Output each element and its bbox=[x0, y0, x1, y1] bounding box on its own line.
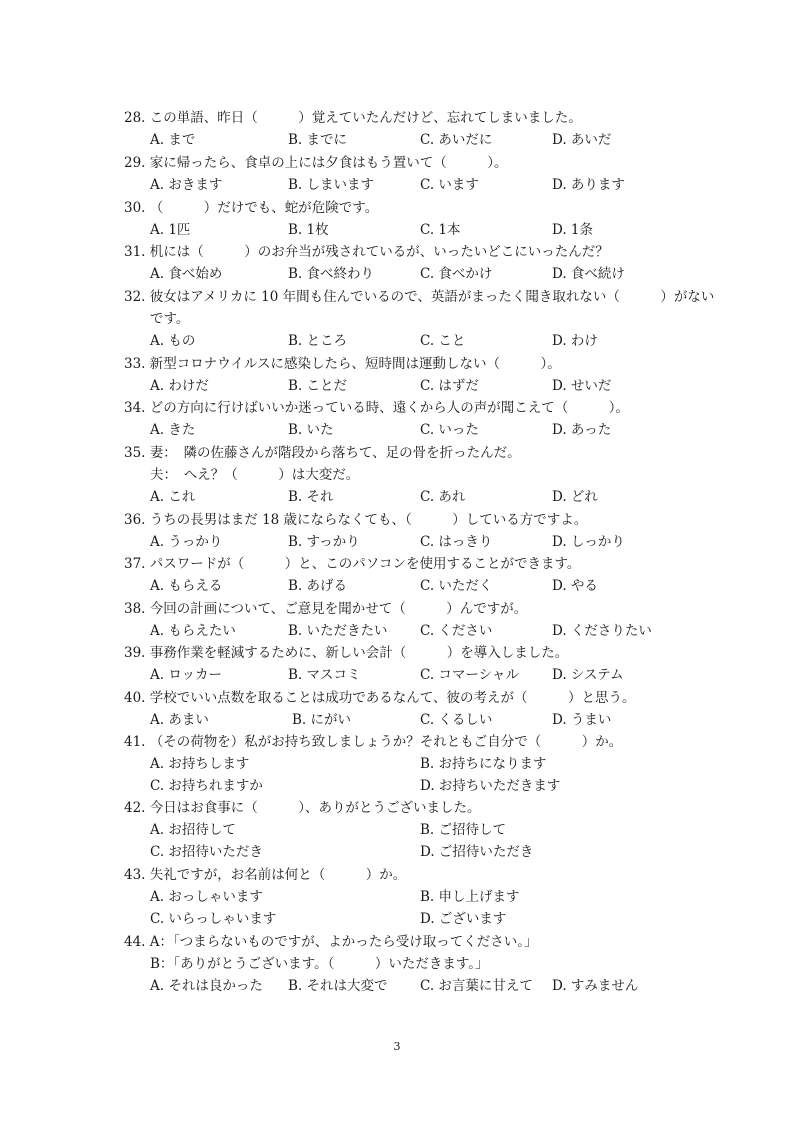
question-41 bbox=[124, 733, 622, 751]
question-text: 事務作業を軽減するために、新しい会計（ ）を導入しました。 bbox=[149, 645, 569, 661]
option-d: D. 1条 bbox=[552, 222, 594, 238]
option-d: D. すみません bbox=[552, 978, 639, 994]
option-d: D. くださりたい bbox=[552, 623, 652, 639]
question-number: 34. bbox=[124, 400, 146, 416]
question-35 bbox=[124, 444, 521, 462]
question-text: 失礼ですが，お名前は何と（ ）か。 bbox=[149, 867, 407, 883]
question-39 bbox=[124, 644, 568, 662]
question-text-continued: です。 bbox=[150, 311, 190, 327]
option-a: A. あまい bbox=[150, 712, 209, 728]
option-c: C. いただく bbox=[420, 578, 493, 594]
question-number: 41. bbox=[124, 734, 146, 750]
question-text: この単語、昨日（ ）覚えていたんだけど、忘れてしまいました。 bbox=[149, 110, 582, 126]
option-c: C. 食べかけ bbox=[420, 266, 493, 282]
option-b: B. ことだ bbox=[288, 378, 348, 394]
question-text: 学校でいい点数を取ることは成功であるなんて、彼の考えが（ ）と思う。 bbox=[149, 690, 636, 706]
question-36 bbox=[124, 511, 587, 529]
option-a: A. これ bbox=[150, 489, 196, 505]
question-text: パスワードが（ ）と、このパソコンを使用することができます。 bbox=[149, 556, 581, 572]
question-text: （ ）だけでも、蛇が危険です。 bbox=[149, 200, 379, 216]
question-text-continued: 夫： へえ？（ ）は大変だ。 bbox=[150, 467, 360, 483]
question-number: 38. bbox=[124, 601, 146, 617]
question-text: 妻： 隣の佐藤さんが階段から落ちて、足の骨を折ったんだ。 bbox=[149, 445, 521, 461]
question-37 bbox=[124, 555, 580, 573]
question-number: 42. bbox=[124, 800, 146, 816]
question-text: 彼女はアメリカに 10 年間も住んでいるので、英語がまったく聞き取れない（ ）がない bbox=[149, 289, 715, 305]
question-text: 新型コロナウイルスに感染したら、短時間は運動しない（ ）。 bbox=[149, 356, 561, 372]
question-text: 家に帰ったら、食卓の上には夕食はもう置いて（ ）。 bbox=[149, 155, 508, 171]
option-a: A. 1匹 bbox=[150, 222, 191, 238]
option-b: B. マスコミ bbox=[288, 667, 361, 683]
question-30 bbox=[124, 199, 378, 217]
question-43 bbox=[124, 866, 406, 884]
option-c: C. こと bbox=[420, 333, 466, 349]
question-number: 33. bbox=[124, 356, 146, 372]
question-number: 40. bbox=[124, 690, 146, 706]
option-d: D. システム bbox=[552, 667, 624, 683]
question-text: 机には（ ）のお弁当が残されているが、いったいどこにいったんだ？ bbox=[149, 244, 609, 260]
option-c: C. コマーシャル bbox=[420, 667, 519, 683]
option-b: B. ところ bbox=[288, 333, 348, 349]
option-d: D. あいだ bbox=[552, 132, 612, 148]
option-d: D. わけ bbox=[552, 333, 598, 349]
option-c: C. はずだ bbox=[420, 378, 479, 394]
option-b: B. いた bbox=[288, 422, 334, 438]
option-d: D. しっかり bbox=[552, 534, 625, 550]
option-b: B. 1枚 bbox=[288, 222, 329, 238]
option-a: A. お招待して bbox=[150, 822, 236, 838]
question-text: （その荷物を）私がお持ち致しましょうか？それともご自分で（ ）か。 bbox=[149, 734, 623, 750]
question-number: 28. bbox=[124, 110, 146, 126]
option-a: A. お持ちします bbox=[150, 756, 250, 772]
question-number: 43. bbox=[124, 867, 146, 883]
option-a: A. 食べ始め bbox=[150, 266, 223, 282]
option-d: D. ございます bbox=[420, 911, 507, 927]
option-c: C. 1本 bbox=[420, 222, 461, 238]
question-32 bbox=[124, 288, 714, 306]
option-d: D. せいだ bbox=[552, 378, 612, 394]
question-40 bbox=[124, 689, 636, 707]
option-c: C. くるしい bbox=[420, 712, 493, 728]
option-a: A. ロッカー bbox=[150, 667, 223, 683]
option-c: C. お言葉に甘えて bbox=[420, 978, 533, 994]
question-33 bbox=[124, 355, 561, 373]
option-a: A. もらえる bbox=[150, 578, 223, 594]
option-d: D. お持ちいただきます bbox=[420, 778, 561, 794]
question-text: 今回の計画について、ご意見を聞かせて（ ）んですが。 bbox=[149, 601, 528, 617]
option-a: A. それは良かった bbox=[150, 978, 263, 994]
question-number: 35. bbox=[124, 445, 146, 461]
page-number: 3 bbox=[393, 1040, 401, 1053]
option-b: B. あげる bbox=[288, 578, 348, 594]
option-c: C. お持ちれますか bbox=[150, 778, 263, 794]
option-b: B. 食べ終わり bbox=[288, 266, 375, 282]
option-d: D. あります bbox=[552, 177, 625, 193]
option-b: B. までに bbox=[288, 132, 348, 148]
option-d: D. やる bbox=[552, 578, 598, 594]
option-c: C. ください bbox=[420, 623, 493, 639]
question-number: 32. bbox=[124, 289, 146, 305]
question-31 bbox=[124, 243, 609, 261]
option-a: A. まで bbox=[150, 132, 196, 148]
option-b: B. 申し上げます bbox=[420, 889, 520, 905]
option-b: B. にがい bbox=[292, 712, 352, 728]
question-number: 44. bbox=[124, 934, 146, 950]
option-b: B. ご招待して bbox=[420, 822, 507, 838]
option-c: C. いらっしゃいます bbox=[150, 911, 277, 927]
question-29 bbox=[124, 154, 508, 172]
option-a: A. もの bbox=[150, 333, 196, 349]
option-c: C. あいだに bbox=[420, 132, 493, 148]
question-number: 36. bbox=[124, 512, 146, 528]
option-d: D. あった bbox=[552, 422, 612, 438]
option-a: A. わけだ bbox=[150, 378, 209, 394]
question-44 bbox=[124, 933, 538, 951]
option-b: B. それは大変で bbox=[288, 978, 388, 994]
question-number: 39. bbox=[124, 645, 146, 661]
question-28 bbox=[124, 109, 582, 127]
option-b: B. それ bbox=[288, 489, 334, 505]
option-a: A. おきます bbox=[150, 177, 223, 193]
option-a: A. もらえたい bbox=[150, 623, 236, 639]
question-number: 31. bbox=[124, 244, 146, 260]
question-38 bbox=[124, 600, 527, 618]
question-text: うちの長男はまだ 18 歳にならなくても、（ ）している方ですよ。 bbox=[149, 512, 588, 528]
option-b: B. しまいます bbox=[288, 177, 375, 193]
question-text-continued: B：「ありがとうございます。（ ）いただきます。」 bbox=[150, 956, 489, 972]
option-a: A. きた bbox=[150, 422, 196, 438]
question-42 bbox=[124, 799, 481, 817]
option-d: D. 食べ続け bbox=[552, 266, 625, 282]
option-b: B. すっかり bbox=[288, 534, 360, 550]
option-d: D. うまい bbox=[552, 712, 612, 728]
question-text: A：「つまらないものですが、よかったら受け取ってください。」 bbox=[149, 934, 538, 950]
option-a: A. おっしゃいます bbox=[150, 889, 263, 905]
option-c: C. います bbox=[420, 177, 479, 193]
option-d: D. ご招待いただき bbox=[420, 844, 534, 860]
question-34 bbox=[124, 399, 629, 417]
question-number: 37. bbox=[124, 556, 146, 572]
option-c: C. あれ bbox=[420, 489, 466, 505]
question-number: 29. bbox=[124, 155, 146, 171]
option-b: B. お持ちになります bbox=[420, 756, 547, 772]
question-text: どの方向に行けばいいか迷っている時、遠くから人の声が聞こえて（ ）。 bbox=[149, 400, 630, 416]
option-d: D. どれ bbox=[552, 489, 598, 505]
question-text: 今日はお食事に（ ）、ありがとうございました。 bbox=[149, 800, 481, 816]
question-number: 30. bbox=[124, 200, 146, 216]
option-c: C. お招待いただき bbox=[150, 844, 263, 860]
option-b: B. いただきたい bbox=[288, 623, 388, 639]
option-c: C. はっきり bbox=[420, 534, 493, 550]
option-a: A. うっかり bbox=[150, 534, 223, 550]
option-c: C. いった bbox=[420, 422, 479, 438]
